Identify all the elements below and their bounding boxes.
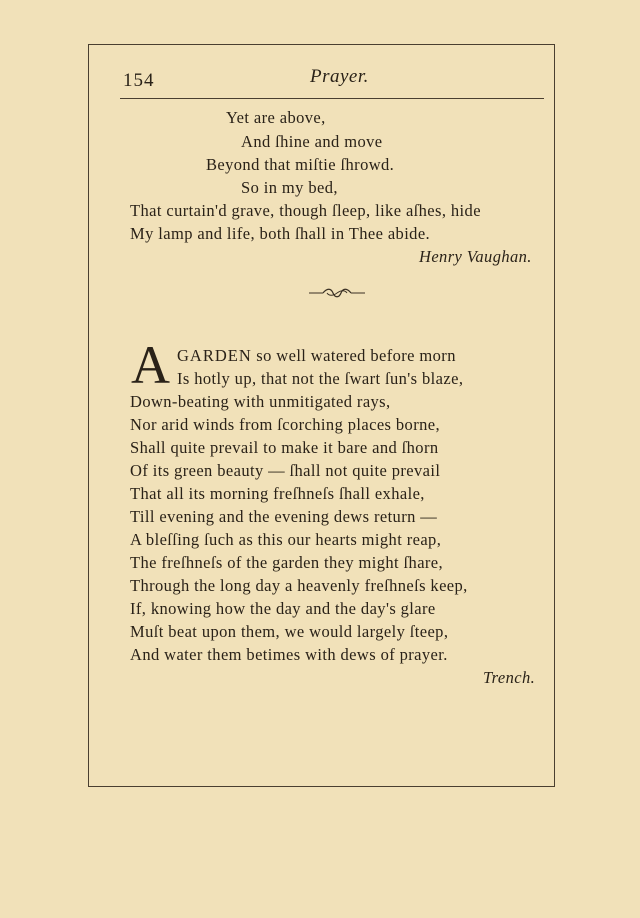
first-line-rest: so well watered before morn [256,346,456,365]
poem2-line: That all its morning freſhneſs ſhall exhale, [130,484,425,503]
poem2-line: Down-beating with unmitigated rays, [130,392,391,411]
poem1-line: That curtain'd grave, though ſleep, like aſhes, hide [130,201,481,220]
poem2-line: Shall quite prevail to make it bare and ſhorn [130,438,439,457]
poem2-line: Nor arid winds from ſcorching places borne, [130,415,440,434]
poem2-line: Till evening and the evening dews return — [130,507,438,526]
poem2-line: The freſhneſs of the garden they might ſhare, [130,553,444,572]
poem1-author: Henry Vaughan. [419,247,532,266]
poem1-line: Yet are above, [226,108,326,127]
poem2-line: A bleſſing ſuch as this our hearts might reap, [130,530,442,549]
poem2-line: If, knowing how the day and the day's glare [130,599,436,618]
poem2-line: And water them betimes with dews of prayer. [130,645,448,664]
poem1-line: So in my bed, [241,178,338,197]
poem1-line: My lamp and life, both ſhall in Thee abide. [130,224,431,243]
poem2-line: Through the long day a heavenly freſhneſs keep, [130,576,468,595]
poem2-line: Muſt beat upon them, we would largely ſteep, [130,622,449,641]
poem2-line: Of its green beauty — ſhall not quite prevail [130,461,441,480]
poem2-line: Is hotly up, that not the ſwart ſun's blaze, [177,369,464,388]
poem2-first-line [177,346,456,366]
ornament-divider [309,286,365,300]
poem2-author: Trench. [483,668,536,687]
running-title: Prayer. [310,66,369,87]
first-word: GARDEN [177,346,252,365]
poem1-line: Beyond that miſtie ſhrowd. [206,155,395,174]
drop-cap: A [131,335,170,395]
poem1-line: And ſhine and move [241,132,383,151]
page-number: 154 [123,70,155,91]
header-rule [120,98,544,99]
